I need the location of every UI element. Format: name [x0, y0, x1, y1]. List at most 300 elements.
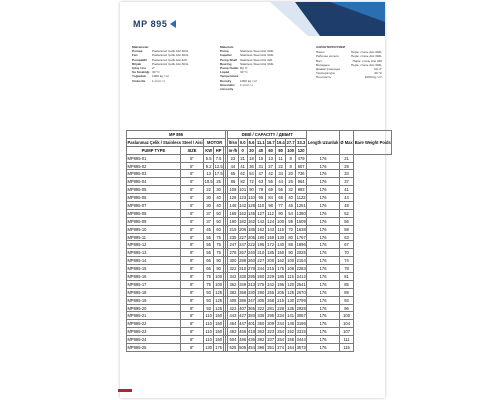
mat-val: Stainless Steel Aisi 420 [240, 57, 273, 62]
table-cell: 347 [248, 297, 255, 303]
table-cell: 176 [307, 304, 340, 312]
table-cell: 3573 [296, 344, 306, 350]
table-cell: 185 [248, 226, 255, 232]
mat-key: Su Sıcaklığı [132, 70, 150, 75]
table-cell: 6" [180, 170, 203, 178]
table-row [127, 344, 392, 352]
table-body [127, 154, 392, 351]
table-cell: 70 [286, 225, 296, 233]
table-cell: 48 [339, 202, 353, 210]
table-cell: 322 [257, 305, 265, 311]
table-cell: 90 [276, 209, 286, 217]
table-cell: 235 [229, 234, 237, 240]
table-cell: 190 [229, 218, 237, 224]
table-cell: 37 [339, 178, 353, 186]
table-cell: 2412 [296, 273, 306, 279]
table-cell: 206 [239, 226, 247, 232]
table-cell: 175 [215, 344, 223, 350]
mat-key: Fan [132, 53, 138, 58]
table-cell: 89 [339, 288, 353, 296]
table-row [127, 328, 392, 336]
table-cell: 335 [257, 313, 265, 319]
table-cell: 254 [277, 329, 285, 335]
table-cell: 195 [257, 242, 265, 248]
table-cell: 33 [339, 170, 353, 178]
table-cell: 2928 [296, 305, 306, 311]
pump-type-cell: MP895-20 [127, 304, 181, 312]
table-cell: 305 [257, 297, 265, 303]
mat-key: Viskozite [132, 78, 146, 83]
table-cell: 176 [307, 312, 340, 320]
table-cell: 382 [229, 289, 237, 295]
table-cell: 323 [267, 329, 275, 335]
table-cell: 351 [267, 344, 275, 350]
table-row [127, 257, 392, 265]
table-cell: 72 [247, 178, 256, 186]
mat-val: 1000 kg / m³ [152, 74, 170, 79]
table-cell: 93 [204, 288, 214, 296]
table-cell: 22 [276, 162, 286, 170]
table-cell: 146 [287, 321, 295, 327]
table-cell: 268 [267, 297, 275, 303]
mat-key: Kinematic viscosity [220, 82, 235, 92]
side-label [226, 131, 228, 147]
pump-type-cell: MP895-23 [127, 328, 181, 336]
table-cell: 275 [257, 281, 265, 287]
table-cell: 8" [180, 257, 203, 265]
table-cell: 196 [277, 281, 285, 287]
table-cell: 8" [180, 233, 203, 241]
table-cell: 75 [214, 249, 224, 257]
table-cell: 100 [339, 312, 353, 320]
pump-type-cell: MP895-25 [127, 344, 181, 352]
table-cell: 607 [296, 162, 307, 170]
flow-ls: 27.7 [286, 139, 295, 145]
table-cell: 69 [266, 186, 276, 194]
mat-val: 1000 kg / m³ [240, 78, 258, 83]
table-cell: 96 [339, 304, 353, 312]
table-cell: 90 [286, 249, 296, 257]
table-cell: 8" [180, 344, 203, 352]
table-cell: 288 [239, 258, 247, 264]
char-key: Плотность [316, 75, 332, 80]
table-cell: 1767 [296, 234, 306, 240]
table-cell: 176 [307, 154, 340, 162]
table-cell: 75 [214, 233, 224, 241]
table-cell: 125 [215, 289, 223, 295]
table-cell: 115 [277, 226, 284, 232]
table-cell: 234 [277, 313, 285, 319]
table-cell: 330 [239, 273, 247, 279]
table-cell: 75 [204, 273, 214, 281]
table-cell: 95 [256, 194, 266, 202]
table-cell: 447 [239, 321, 247, 327]
table-cell: 3444 [296, 337, 306, 343]
table-cell: 244 [277, 321, 285, 327]
table-row [127, 249, 392, 257]
table-cell: 110 [248, 195, 255, 201]
table-cell: 66 [204, 257, 214, 265]
table-row [127, 170, 392, 178]
table-cell: 176 [307, 162, 340, 170]
pump-type-cell: MP895-15 [127, 265, 181, 273]
table-cell: 281 [267, 305, 275, 311]
table-cell: 93 [204, 296, 214, 304]
table-cell: 135 [287, 305, 295, 311]
table-cell: 37 [204, 217, 214, 225]
table-cell: 125 [287, 289, 295, 295]
pump-type-cell: MP895-13 [127, 249, 181, 257]
table-row [127, 320, 392, 328]
char-val: Rp 3" [374, 67, 382, 72]
table-cell: 242 [267, 281, 275, 287]
table-cell: 8" [180, 265, 203, 273]
table-cell: 1509 [296, 218, 306, 224]
table-cell: 260 [248, 258, 255, 264]
table-cell: 205 [277, 289, 285, 295]
table-cell: 20 [286, 170, 296, 178]
table-cell: 185 [267, 250, 275, 256]
table-cell: 1251 [296, 202, 306, 208]
table-cell: 162 [257, 226, 265, 232]
table-cell: 90 [214, 265, 224, 273]
table-cell: 55 [204, 241, 214, 249]
char-val: 30 °C [374, 71, 382, 76]
pump-type-cell: MP895-21 [127, 312, 181, 320]
table-cell: 55 [204, 249, 214, 257]
mat-val: 2" [152, 66, 155, 71]
table-cell: 47 [256, 170, 266, 178]
table-row [127, 209, 392, 217]
table-cell: 240 [248, 250, 255, 256]
table-row [127, 241, 392, 249]
table-cell: 142 [257, 218, 265, 224]
table-cell: 77 [276, 202, 286, 210]
table-cell: 8" [180, 241, 203, 249]
table-cell: 486 [239, 337, 247, 343]
table-cell: 67 [339, 241, 353, 249]
table-cell: 5.5 [204, 154, 214, 162]
table-row [127, 225, 392, 233]
table-cell: 479 [296, 154, 307, 162]
table-cell: 31 [256, 162, 266, 170]
mat-val: Paslanmaz Çelik Aisi 304L [152, 49, 189, 54]
table-cell: 6" [180, 186, 203, 194]
table-cell: 407 [239, 305, 247, 311]
table-cell: 176 [307, 186, 340, 194]
model-title: MP 895 [133, 19, 168, 29]
table-cell: 143 [267, 226, 275, 232]
mat-key: Malzemeler [132, 45, 149, 49]
table-cell: 2670 [296, 289, 306, 295]
table-row [127, 186, 392, 194]
mat-key: Çıkış Ucu [132, 66, 147, 71]
pump-type-cell: MP895-12 [127, 241, 181, 249]
table-cell: 159 [267, 234, 275, 240]
flow-ls: 33.3 [297, 139, 306, 145]
table-cell: 128 [229, 195, 237, 201]
table-cell: 180 [257, 234, 265, 240]
table-cell: 150 [277, 250, 285, 256]
length-header: Length Uzunluk [307, 131, 340, 155]
table-cell: 54 [247, 170, 256, 178]
pump-type-cell: MP895-22 [127, 320, 181, 328]
table-cell: 8" [180, 320, 203, 328]
triangle-icon [170, 20, 176, 28]
table-cell: 365 [248, 305, 255, 311]
table-cell: 176 [307, 273, 340, 281]
pump-type-cell: MP895-02 [127, 162, 181, 170]
pump-type-cell: MP895-08 [127, 209, 181, 217]
mat-val: 1 mm² / s [152, 78, 165, 83]
table-cell: 150 [215, 329, 223, 335]
table-cell: 260 [257, 273, 265, 279]
unit-ls: lt/sn [228, 139, 238, 145]
table-row [127, 154, 392, 162]
table-row [127, 233, 392, 241]
char-val: Нерж. сталь Aisi 304L [350, 62, 382, 67]
table-cell: 141 [287, 313, 295, 319]
pump-type-cell: MP895-17 [127, 280, 181, 288]
table-cell: 427 [239, 313, 247, 319]
table-cell: 422 [229, 305, 237, 311]
unit-m3h: m³/h [228, 147, 238, 153]
table-cell: 176 [307, 265, 340, 273]
dmax-header: Ø Max [339, 131, 353, 155]
pump-type-cell: MP895-06 [127, 194, 181, 202]
table-cell: 229 [267, 273, 275, 279]
table-row [127, 288, 392, 296]
pump-type-cell: MP895-04 [127, 178, 181, 186]
table-cell: 55 [266, 178, 276, 186]
table-cell: 418 [248, 329, 255, 335]
weight-header: Bare Weight Poids [354, 131, 392, 155]
table-cell: 70 [339, 249, 353, 257]
table-cell: 172 [267, 242, 275, 248]
table-cell: 111 [339, 336, 353, 344]
table-cell: 158 [287, 337, 295, 343]
table-cell: 228 [277, 305, 285, 311]
table-cell: 247 [229, 242, 237, 248]
mat-key: Pump Shaft [220, 57, 238, 62]
table-cell: 110 [205, 321, 212, 327]
table-cell: 176 [307, 170, 340, 178]
table-cell: 30 [214, 186, 224, 194]
table-cell: 164 [287, 344, 295, 350]
table-cell: 350 [257, 321, 265, 327]
table-cell: 2025 [296, 250, 306, 256]
table-cell: 443 [229, 313, 237, 319]
table-title: MP 895 [127, 131, 226, 139]
table-cell: 13 [266, 154, 276, 162]
table-cell: 466 [239, 329, 247, 335]
table-cell: 78 [256, 186, 266, 194]
table-cell: 300 [229, 258, 237, 264]
table-cell: 50 [214, 217, 224, 225]
motor-header: MOTOR [204, 138, 226, 146]
pump-type-cell: MP895-19 [127, 296, 181, 304]
mat-key: Materials [220, 45, 234, 49]
table-cell: 59 [339, 225, 353, 233]
table-cell: 125 [215, 305, 223, 311]
table-cell: 145 [248, 210, 255, 216]
table-cell: 130 [205, 344, 213, 350]
table-cell: 176 [307, 336, 340, 344]
table-cell: 125 [215, 297, 223, 303]
pump-type-cell: MP895-09 [127, 217, 181, 225]
table-cell: 36 [247, 162, 256, 170]
mat-key: Pompa [132, 49, 143, 54]
table-row [127, 194, 392, 202]
flow-m3h: 20 [247, 146, 256, 154]
table-cell: 349 [239, 281, 247, 287]
table-cell: 17.5 [214, 171, 223, 177]
table-cell: 44 [228, 162, 239, 170]
table-cell: 6" [180, 162, 203, 170]
table-cell: 6" [180, 202, 203, 210]
table-cell: 176 [307, 241, 340, 249]
table-cell: 108 [287, 266, 295, 272]
char-key: Вал [316, 58, 322, 63]
table-cell: 75 [204, 280, 214, 288]
table-cell: 142 [239, 202, 247, 208]
mat-key: Bearing [220, 61, 232, 66]
table-cell: 7.5 [214, 154, 224, 162]
table-cell: 27 [266, 162, 276, 170]
table-cell: 130 [277, 234, 285, 240]
table-cell: 8" [180, 280, 203, 288]
table-cell: 322 [229, 266, 237, 272]
table-cell: 66 [204, 265, 214, 273]
table-cell: 6" [180, 217, 203, 225]
mat-val: Paslanmaz Çelik Aisi 420 [152, 57, 187, 62]
table-cell: 150 [215, 313, 223, 319]
table-cell: 309 [267, 321, 275, 327]
table-cell: 247 [239, 242, 247, 248]
table-cell: 401 [248, 321, 255, 327]
table-cell: 176 [307, 178, 340, 186]
materials-block-2 [220, 45, 274, 91]
table-cell: 80 [286, 233, 296, 241]
table-cell: 13 [204, 170, 214, 178]
table-cell: 8" [180, 304, 203, 312]
table-cell: 120 [287, 281, 295, 287]
flow-ls: 5.6 [248, 139, 255, 145]
table-cell: 1122 [296, 195, 306, 201]
table-row [127, 217, 392, 225]
table-cell: 504 [229, 337, 237, 343]
flow-ls: 11.1 [256, 139, 265, 145]
table-cell: 37 [204, 209, 214, 217]
table-cell: 244 [257, 266, 265, 272]
table-cell: 454 [248, 344, 255, 350]
table-cell: 176 [307, 249, 340, 257]
mat-val: Stainless Steel Aisi 304L [240, 53, 274, 58]
table-cell: 483 [229, 329, 237, 335]
capacity-header: DEBİ / CAPACITY / ДЕБИТ [228, 131, 307, 139]
table-cell: 11 [276, 154, 286, 162]
table-cell: 736 [296, 170, 307, 178]
pump-type-cell: MP895-11 [127, 233, 181, 241]
table-cell: 1896 [296, 242, 306, 248]
table-cell: 176 [307, 233, 340, 241]
flow-m3h: 120 [296, 146, 307, 154]
table-cell: 182 [239, 218, 247, 224]
table-cell: 290 [257, 289, 265, 295]
table-cell: 93 [339, 296, 353, 304]
characteristics-block [316, 45, 382, 80]
table-cell: 85 [339, 280, 353, 288]
table-cell: 152 [287, 329, 295, 335]
mat-key: Bilyalı [132, 61, 142, 66]
col-size: SIZE [180, 146, 203, 154]
table-row [127, 336, 392, 344]
table-cell: 408 [229, 297, 237, 303]
mat-key: Impeller [220, 53, 232, 58]
table-cell: 32 [286, 186, 296, 194]
table-cell: 278 [248, 266, 255, 272]
table-cell: 1638 [296, 226, 306, 232]
table-cell: 274 [277, 344, 285, 350]
table-cell: 200 [267, 258, 275, 264]
table-cell: 2799 [296, 297, 306, 303]
table-cell: 65 [228, 170, 239, 178]
table-cell: 436 [248, 337, 255, 343]
table-cell: 55 [204, 233, 214, 241]
table-cell: 21 [238, 154, 247, 162]
table-cell: 52 [339, 209, 353, 217]
mat-key: Liquid Temperature [220, 70, 239, 79]
table-cell: 81 [339, 273, 353, 281]
table-cell: 205 [248, 234, 255, 240]
materials-block-1 [132, 45, 188, 83]
table-cell: 22 [204, 186, 214, 194]
flow-m3h: 40 [256, 146, 266, 154]
table-cell: 44 [276, 178, 286, 186]
char-key: Температура [316, 71, 335, 76]
table-cell: 176 [307, 320, 340, 328]
table-cell: 176 [307, 209, 340, 217]
pump-type-cell: MP895-18 [127, 288, 181, 296]
table-cell: 42 [266, 170, 276, 178]
table-cell: 215 [267, 266, 275, 272]
flow-m3h: 60 [266, 146, 276, 154]
mat-key: Yoğunluk [132, 74, 146, 79]
table-cell: 3057 [296, 313, 306, 319]
pump-type-cell: MP895-24 [127, 336, 181, 344]
table-cell: 176 [307, 344, 340, 352]
pump-type-cell: MP895-14 [127, 257, 181, 265]
table-cell: 140 [277, 242, 285, 248]
table-cell: 2541 [296, 281, 306, 287]
table-cell: 150 [215, 321, 223, 327]
table-cell: 2283 [296, 266, 306, 272]
table-cell: 310 [239, 266, 247, 272]
table-cell: 6" [180, 178, 203, 186]
table-cell: 337 [267, 337, 275, 343]
table-cell: 255 [267, 289, 275, 295]
table-cell: 63 [256, 178, 266, 186]
table-cell: 100 [215, 281, 223, 287]
table-cell: 90 [214, 257, 224, 265]
table-cell: 464 [229, 321, 237, 327]
table-cell: 100 [287, 258, 295, 264]
table-cell: 8" [180, 225, 203, 233]
table-cell: 6" [180, 194, 203, 202]
mat-key: PompaMil [132, 57, 147, 62]
table-cell: 176 [307, 202, 340, 210]
table-cell: 40 [214, 194, 224, 202]
